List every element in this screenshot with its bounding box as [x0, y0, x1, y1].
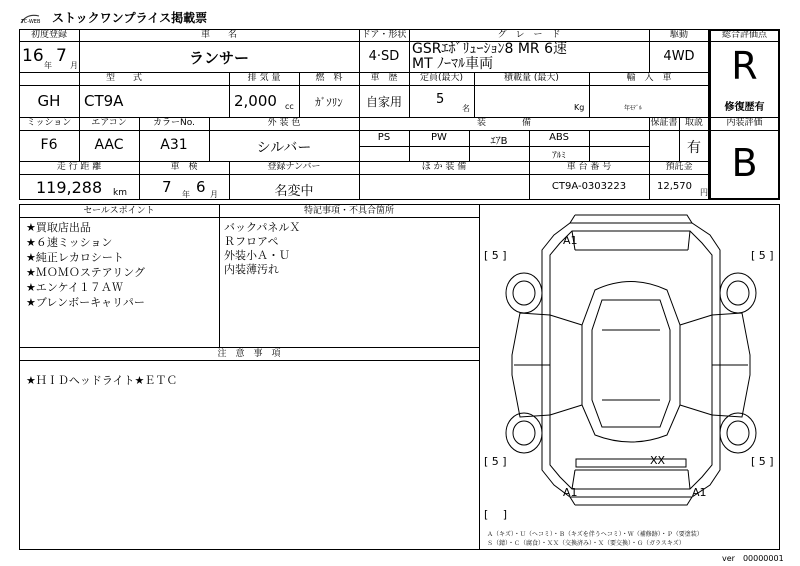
color-label: 外 装 色 — [267, 118, 301, 128]
load-label: 積載量 (最大) — [504, 73, 559, 83]
other-equip-label: ほ か 装 備 — [421, 162, 467, 172]
equip-alumi: ｱﾙﾐ — [552, 151, 566, 161]
damage-mark-rear-right: A1 — [692, 486, 707, 499]
caution-label: 注 意 事 項 — [217, 349, 281, 359]
sales-item: ★純正レカロシート — [26, 251, 124, 264]
plate-value: 名変中 — [274, 184, 314, 199]
car-name-label: 車 名 — [200, 30, 237, 40]
overall-score-label: 総合評価点 — [721, 30, 767, 40]
capacity-unit: 名 — [462, 104, 470, 113]
insp-month-unit: 月 — [210, 190, 218, 199]
grade-line1: GSRｴﾎﾞﾘｭｰｼｮﾝ8 MR 6速 — [412, 41, 567, 57]
color-value: シルバー — [256, 140, 312, 156]
sales-item: ★ブレンボーキャリパー — [26, 296, 145, 309]
damage-mark-rear-left: A1 — [563, 486, 578, 499]
deposit-unit: 円 — [700, 188, 708, 197]
note-item: バックパネルＸ — [224, 221, 301, 234]
door-shape: 4·SD — [368, 49, 400, 64]
capacity-label: 定員(最大) — [419, 73, 464, 83]
import-label: 輸 入 車 — [626, 73, 672, 83]
sales-item: ★６速ミッション — [26, 236, 113, 249]
overall-score: R — [731, 44, 758, 88]
sales-item: ★エンケイ１７ＡＷ — [26, 281, 123, 294]
load-unit: Kg — [574, 103, 585, 112]
insp-year-unit: 年 — [182, 190, 190, 199]
spare-tire-bracket: [ ] — [484, 508, 508, 521]
drive-value: 4WD — [663, 49, 695, 64]
sales-label: セールスポイント — [83, 206, 155, 216]
repair-history-note: 修復歴有 — [724, 102, 765, 113]
damage-legend-line2: Ｓ（錆）・Ｃ（腐食）・ＸＸ（交換済み）・Ｘ（要交換）・Ｇ（ガラスキズ） — [487, 540, 685, 547]
color-no-value: A31 — [160, 137, 188, 153]
fuel-label: 燃 料 — [315, 73, 343, 83]
deposit-label: 預託金 — [665, 162, 693, 172]
cc-value: 2,000 — [234, 92, 277, 110]
logo-text: TC-WEB — [21, 19, 41, 25]
chassis-value: CT9A-0303223 — [551, 181, 627, 192]
tire-bracket-rear-left: [ 5 ] — [484, 455, 507, 468]
version-text: ver 00000001 — [722, 554, 784, 563]
deposit-value: 12,570 — [657, 181, 692, 192]
reg-label: 初度登録 — [30, 30, 67, 40]
manual-label: 取説 — [684, 118, 703, 128]
reg-month: 7 — [56, 46, 67, 66]
reg-year-unit: 年 — [44, 61, 52, 70]
tire-bracket-front-right: [ 5 ] — [751, 249, 774, 262]
caution-text: ★ＨＩＤヘッドライト★ＥＴＣ — [26, 374, 178, 387]
manual-value: 有 — [687, 140, 701, 156]
history-value: 自家用 — [365, 95, 402, 109]
warranty-label: 保証書 — [650, 118, 678, 128]
note-item: 内装薄汚れ — [224, 263, 279, 276]
mission-label: ミッション — [26, 118, 72, 128]
equip-pw: PW — [431, 132, 447, 143]
car-damage-diagram — [480, 205, 779, 549]
sales-item: ★買取店出品 — [26, 221, 91, 234]
tire-bracket-rear-right: [ 5 ] — [751, 455, 774, 468]
damage-legend-line1: Ａ（キズ）・Ｕ（ヘコミ）・Ｂ（キズを伴うヘコミ）・Ｗ（補修跡）・Ｐ（要塗装） — [487, 531, 703, 538]
color-no-label: カラーNo. — [153, 118, 195, 128]
chassis-label: 車 台 番 号 — [566, 162, 612, 172]
door-label: ドア・形状 — [361, 30, 407, 40]
page-title: ストックワンプライス掲載票 — [52, 11, 208, 25]
capacity-value: 5 — [436, 92, 445, 107]
grade-label: グ レ ー ド — [497, 30, 561, 40]
grade-line2: MT ﾉｰﾏﾙ車両 — [412, 56, 494, 72]
fuel-value: ｶﾞｿﾘﾝ — [315, 96, 343, 109]
ac-value: AAC — [94, 137, 124, 153]
sales-item: ★ＭＯＭＯステアリング — [26, 266, 145, 279]
mileage-unit: km — [113, 188, 127, 198]
reg-month-unit: 月 — [70, 61, 78, 70]
equip-abs: ABS — [549, 132, 569, 143]
model-prefix: GH — [37, 92, 61, 110]
note-item: 外装小Ａ・Ｕ — [224, 249, 290, 262]
equip-airbag: ｴｱB — [490, 136, 508, 147]
model-label: 型 式 — [105, 73, 142, 83]
inspection-label: 車 検 — [170, 162, 198, 172]
reg-year: 16 — [22, 46, 44, 66]
import-unit: 年ﾓﾃﾞﾙ — [624, 105, 643, 112]
cc-unit: cc — [285, 102, 294, 111]
equip-ps: PS — [377, 132, 391, 143]
notes-label: 特記事項・不具合箇所 — [303, 206, 394, 216]
mission-value: F6 — [40, 137, 58, 153]
cc-label: 排 気 量 — [247, 73, 281, 83]
plate-label: 登録ナンバー — [267, 162, 321, 172]
mileage-value: 119,288 — [36, 178, 103, 197]
interior-score: B — [731, 141, 758, 185]
history-label: 車 歴 — [370, 73, 398, 83]
tire-bracket-front-left: [ 5 ] — [484, 249, 507, 262]
damage-mark-rear-panel: XX — [650, 454, 666, 467]
drive-label: 駆動 — [669, 30, 688, 40]
insp-year: 7 — [162, 178, 172, 196]
insp-month: 6 — [196, 178, 206, 196]
model-code: CT9A — [84, 92, 124, 110]
note-item: Ｒフロアペ — [224, 235, 279, 248]
damage-mark-front: A1 — [563, 234, 578, 247]
brand-logo — [19, 10, 49, 25]
car-name: ランサー — [188, 49, 249, 67]
mileage-label: 走 行 距 離 — [56, 162, 102, 172]
interior-score-label: 内装評価 — [726, 118, 763, 128]
equip-label: 装 備 — [476, 118, 531, 128]
ac-label: エアコン — [91, 118, 127, 128]
